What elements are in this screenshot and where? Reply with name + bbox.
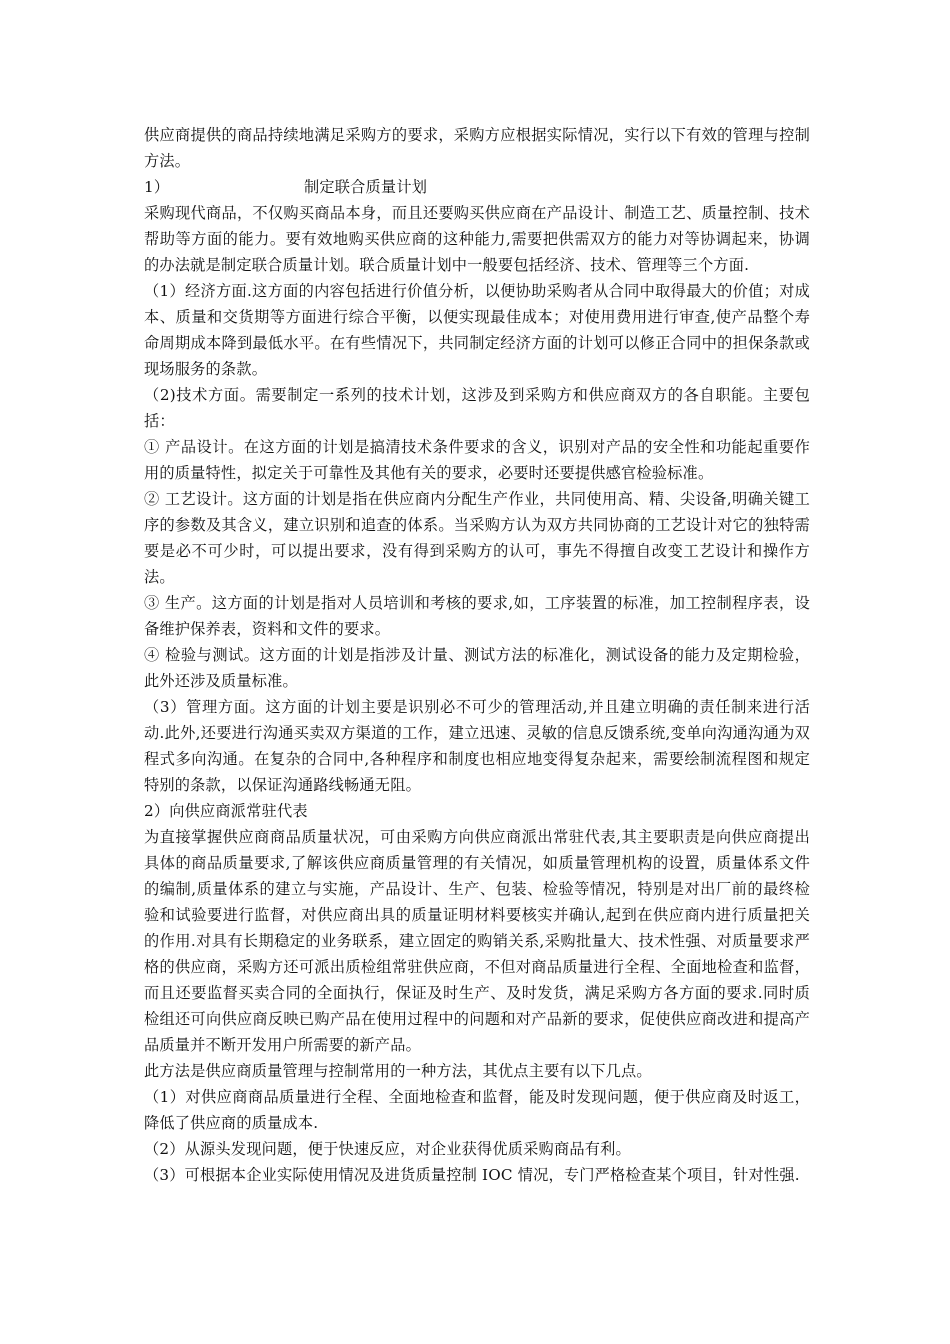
intro-paragraph: 供应商提供的商品持续地满足采购方的要求，采购方应根据实际情况，实行以下有效的管理与控制方法。 [144, 126, 810, 170]
section2-heading: 2）向供应商派常驻代表 [144, 802, 308, 820]
advantage-2: （2）从源头发现问题，便于快速反应，对企业获得优质采购商品有利。 [144, 1140, 631, 1158]
technical-paragraph: （2)技术方面。需要制定一系列的技术计划，这涉及到采购方和供应商双方的各自职能。主要包括： [144, 386, 810, 430]
economic-paragraph: （1）经济方面.这方面的内容包括进行价值分析，以便协助采购者从合同中取得最大的价值；对成本、质量和交货期等方面进行综合平衡，以便实现最佳成本；对使用费用进行审查,使产品整个寿命周期成本降到最低水平。在有些情况下，共同制定经济方面的计划可以修正合同中的担保条款或现场服务的条款。 [144, 282, 810, 378]
section1-number: 1） [144, 178, 170, 196]
section1-body: 采购现代商品，不仅购买商品本身，而且还要购买供应商在产品设计、制造工艺、质量控制、技术帮助等方面的能力。要有效地购买供应商的这种能力,需要把供需双方的能力对等协调起来，协调的办法就是制定联合质量计划。联合质量计划中一般要包括经济、技术、管理等三个方面. [144, 204, 810, 274]
process-design-item: ② 工艺设计。这方面的计划是指在供应商内分配生产作业，共同使用高、精、尖设备,明确关键工序的参数及其含义，建立识别和追查的体系。当采购方认为双方共同协商的工艺设计对它的独特需要是必不可少时，可以提出要求，没有得到采购方的认可，事先不得擅自改变工艺设计和操作方法。 [144, 490, 810, 586]
advantage-3: （3）可根据本企业实际使用情况及进货质量控制 IOC 情况，专门严格检查某个项目，针对性强. [144, 1166, 800, 1184]
advantages-intro: 此方法是供应商质量管理与控制常用的一种方法，其优点主要有以下几点。 [144, 1062, 652, 1080]
section1-title: 制定联合质量计划 [304, 178, 428, 196]
management-paragraph: （3）管理方面。这方面的计划主要是识别必不可少的管理活动,并且建立明确的责任制来进行活动.此外,还要进行沟通买卖双方渠道的工作，建立迅速、灵敏的信息反馈系统,变单向沟通沟通为双程式多向沟通。在复杂的合同中,各种程序和制度也相应地变得复杂起来，需要绘制流程图和规定特别的条款，以保证沟通路线畅通无阻。 [144, 698, 810, 794]
section1-heading [144, 174, 810, 200]
document-page [144, 122, 810, 1188]
product-design-item: ① 产品设计。在这方面的计划是搞清技术条件要求的含义，识别对产品的安全性和功能起重要作用的质量特性，拟定关于可靠性及其他有关的要求，必要时还要提供感官检验标准。 [144, 438, 810, 482]
section2-body: 为直接掌握供应商商品质量状况，可由采购方向供应商派出常驻代表,其主要职责是向供应商提出具体的商品质量要求,了解该供应商质量管理的有关情况，如质量管理机构的设置，质量体系文件的编制,质量体系的建立与实施，产品设计、生产、包装、检验等情况，特别是对出厂前的最终检验和试验要进行监督，对供应商出具的质量证明材料要核实并确认,起到在供应商内进行质量把关的作用.对具有长期稳定的业务联系，建立固定的购销关系,采购批量大、技术性强、对质量要求严格的供应商，采购方还可派出质检组常驻供应商，不但对商品质量进行全程、全面地检查和监督，而且还要监督买卖合同的全面执行，保证及时生产、及时发货，满足采购方各方面的要求.同时质检组还可向供应商反映已购产品在使用过程中的问题和对产品新的要求，促使供应商改进和提高产品质量并不断开发用户所需要的新产品。 [144, 828, 810, 1054]
production-item: ③ 生产。这方面的计划是指对人员培训和考核的要求,如，工序装置的标准，加工控制程序表，设备维护保养表，资料和文件的要求。 [144, 594, 810, 638]
advantage-1: （1）对供应商商品质量进行全程、全面地检查和监督，能及时发现问题，便于供应商及时返工，降低了供应商的质量成本. [144, 1088, 810, 1132]
inspection-item: ④ 检验与测试。这方面的计划是指涉及计量、测试方法的标准化，测试设备的能力及定期检验，此外还涉及质量标准。 [144, 646, 810, 690]
